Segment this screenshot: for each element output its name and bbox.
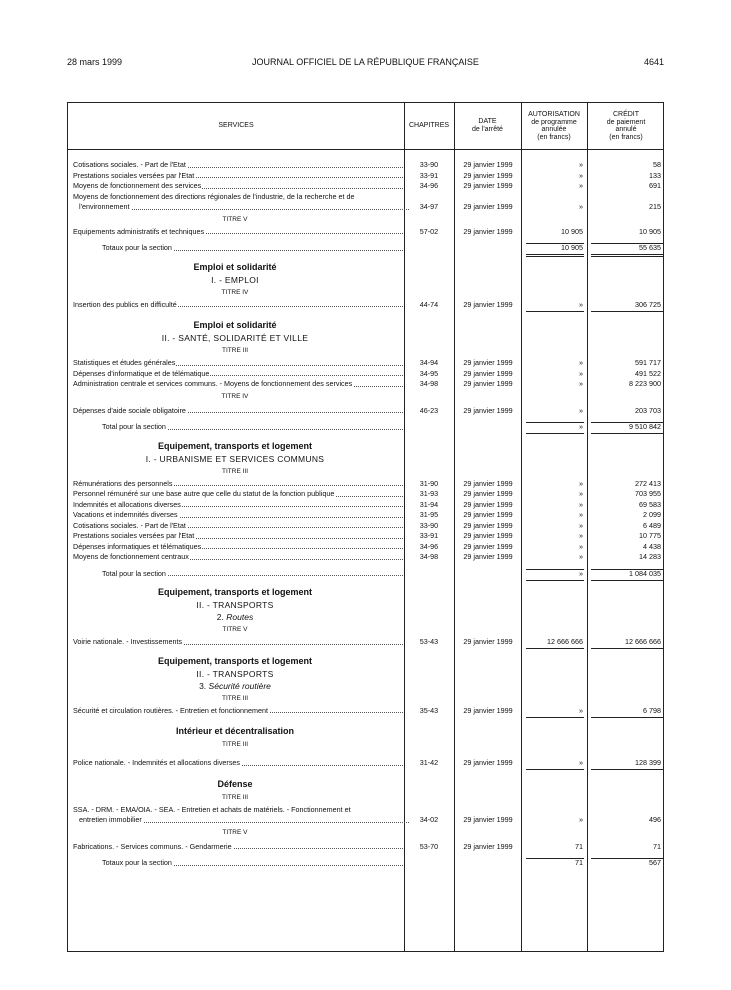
column-header-date: [454, 118, 521, 133]
total-rule: [591, 769, 663, 770]
total-rule: [591, 254, 663, 255]
row-autorisation: »: [579, 368, 583, 378]
row-date: 29 janvier 1999: [463, 705, 513, 715]
row-date: 29 janvier 1999: [463, 478, 513, 488]
row-chapter: 53-70: [419, 841, 439, 851]
table-row: [68, 815, 663, 826]
row-service: Indemnités et allocations diverses: [73, 499, 181, 509]
row-chapter: 34-96: [419, 541, 439, 551]
row-credit: 58: [653, 160, 661, 169]
row-service: Insertion des publics en difficulté: [73, 299, 177, 309]
row-credit: 14 283: [639, 552, 661, 561]
total-rule: [591, 580, 663, 581]
column-header-chapitres: CHAPITRES: [408, 122, 450, 129]
row-autorisation: »: [579, 510, 583, 519]
row-autorisation: 12 666 666: [547, 637, 583, 646]
row-date: 29 janvier 1999: [463, 170, 513, 180]
total-credit: 1 084 035: [629, 568, 661, 578]
section-subheading: II. - SANTÉ, SOLIDARITÉ ET VILLE: [161, 333, 309, 343]
row-autorisation: »: [579, 489, 583, 498]
row-autorisation: 10 905: [561, 226, 583, 236]
row-chapter: 34-98: [419, 552, 439, 561]
table-row: [68, 542, 663, 553]
row-autorisation: »: [579, 379, 583, 388]
table-body: [68, 160, 663, 869]
total-rule: [526, 243, 584, 244]
table-row: [68, 552, 663, 563]
row-date: 29 janvier 1999: [463, 160, 513, 169]
titre-heading: TITRE III: [222, 694, 248, 702]
column-header-autorisation-line3: annulée: [541, 126, 567, 133]
total-rule: [591, 717, 663, 718]
row-chapter: 57-02: [419, 226, 439, 236]
header-journal-title: JOURNAL OFFICIEL DE LA RÉPUBLIQUE FRANÇAISE: [252, 57, 479, 67]
column-header-credit: [587, 111, 665, 141]
total-label: Total pour la section: [102, 422, 166, 431]
row-credit: 10 775: [639, 531, 661, 540]
table-row: [68, 406, 663, 417]
section-subsubheading: [68, 611, 402, 623]
row-service: Cotisations sociales. - Part de l'Etat: [73, 520, 186, 530]
row-service: Prestations sociales versées par l'Etat: [73, 170, 195, 180]
total-autorisation: »: [579, 422, 583, 431]
row-date: 29 janvier 1999: [463, 815, 513, 824]
section-subheading: I. - URBANISME ET SERVICES COMMUNS: [145, 453, 325, 464]
row-autorisation: »: [579, 815, 583, 824]
row-chapter: 34-96: [419, 181, 439, 190]
total-row: [68, 422, 663, 433]
section-subheading: II. - TRANSPORTS: [196, 668, 274, 679]
row-chapter: 33-91: [419, 531, 439, 540]
row-credit: 496: [649, 815, 661, 824]
table-row: [68, 842, 663, 853]
subsubheading-number: 2.: [216, 612, 224, 622]
total-rule: [526, 256, 584, 257]
row-service: Sécurité et circulation routières. - Entretien et fonctionnement: [73, 705, 268, 715]
header-date: 28 mars 1999: [67, 57, 123, 67]
row-service: Administration centrale et services communs. - Moyens de fonctionnement des services: [73, 379, 353, 388]
row-service: entretien immobilier: [79, 815, 142, 824]
row-date: 29 janvier 1999: [463, 499, 513, 509]
total-rule: [591, 256, 663, 257]
total-rule: [591, 858, 663, 859]
row-autorisation: »: [579, 520, 583, 530]
row-autorisation: »: [579, 541, 583, 551]
row-autorisation: »: [579, 202, 583, 211]
row-service: Moyens de fonctionnement centraux: [73, 552, 189, 561]
row-date: 29 janvier 1999: [463, 489, 513, 498]
table-row: [68, 521, 663, 532]
table-row: [68, 510, 663, 521]
total-credit: 567: [649, 858, 661, 867]
table-row: [68, 379, 663, 390]
row-autorisation: »: [579, 758, 583, 767]
section-subheading: I. - EMPLOI: [211, 274, 259, 285]
table-row: [68, 637, 663, 648]
total-rule: [526, 433, 584, 434]
section-subsubheading: [68, 680, 402, 692]
titre-heading: TITRE V: [222, 215, 248, 223]
row-service: Moyens de fonctionnement des services: [73, 181, 202, 190]
section-heading: Emploi et solidarité: [193, 261, 277, 272]
section-heading: Intérieur et décentralisation: [175, 726, 295, 736]
row-autorisation: »: [579, 478, 583, 488]
header-page-number: 4641: [643, 57, 664, 67]
total-rule: [526, 311, 584, 312]
row-date: 29 janvier 1999: [463, 520, 513, 530]
total-rule: [526, 254, 584, 255]
total-rule: [591, 433, 663, 434]
row-chapter: 34-95: [419, 368, 439, 378]
row-autorisation: »: [579, 552, 583, 561]
total-rule: [526, 769, 584, 770]
row-service: Cotisations sociales. - Part de l'Etat: [73, 160, 186, 169]
row-chapter: 34-98: [419, 379, 439, 388]
titre-heading: TITRE IV: [221, 392, 249, 400]
column-header-autorisation-line1: AUTORISATION: [528, 111, 580, 118]
row-chapter: 31-90: [419, 478, 439, 488]
row-service: Personnel rémunéré sur une base autre que celle du statut de la fonction publique: [73, 489, 335, 498]
row-service: Police nationale. - Indemnités et allocations diverses: [73, 758, 241, 767]
row-chapter: 31-42: [419, 758, 439, 767]
row-credit: 203 703: [635, 405, 661, 415]
table-row: [68, 202, 663, 213]
row-date: 29 janvier 1999: [463, 541, 513, 551]
row-credit: 491 522: [635, 368, 661, 378]
titre-heading: TITRE V: [222, 626, 248, 633]
row-date: 29 janvier 1999: [463, 510, 513, 519]
total-rule: [591, 311, 663, 312]
table-row: [68, 531, 663, 542]
section-heading: Défense: [217, 778, 253, 789]
total-rule: [591, 422, 663, 423]
titre-heading: TITRE IV: [221, 288, 249, 296]
total-label: Total pour la section: [102, 568, 166, 578]
row-chapter: 31-93: [419, 489, 439, 498]
table-row: [68, 479, 663, 490]
row-credit: 272 413: [635, 478, 661, 488]
section-heading: Emploi et solidarité: [193, 320, 277, 330]
total-rule: [591, 648, 663, 649]
row-chapter: 33-91: [419, 170, 439, 180]
row-service: SSA. - DRM. - EMA/OIA. - SEA. - Entretien et achats de matériels. - Fonctionnement et: [73, 804, 351, 814]
row-date: 29 janvier 1999: [463, 758, 513, 767]
row-service: Dépenses d'informatique et de télématique: [73, 368, 210, 378]
total-credit: 55 635: [639, 243, 661, 252]
table-row: [68, 489, 663, 500]
row-chapter: 34-94: [419, 358, 439, 367]
section-heading: Equipement, transports et logement: [157, 440, 313, 451]
table-row: [68, 358, 663, 369]
total-credit: 9 510 842: [629, 422, 661, 431]
total-rule: [526, 569, 584, 570]
total-rule: [526, 717, 584, 718]
row-autorisation: »: [579, 405, 583, 415]
total-autorisation: »: [579, 568, 583, 578]
table-row: [68, 192, 663, 203]
total-autorisation: 71: [575, 858, 583, 867]
row-date: 29 janvier 1999: [463, 841, 513, 851]
section-subheading: II. - TRANSPORTS: [196, 600, 274, 610]
column-header-credit-line3: annulé: [615, 126, 637, 133]
titre-heading: TITRE III: [222, 347, 248, 354]
row-autorisation: »: [579, 181, 583, 190]
column-header-autorisation-line2: de programme: [531, 118, 577, 126]
row-credit: 215: [649, 202, 661, 211]
row-service: Rémunérations des personnels: [73, 478, 173, 488]
row-service: Equipements administratifs et techniques: [73, 226, 205, 236]
row-credit: 703 955: [635, 489, 661, 498]
column-header-credit-line1: CRÉDIT: [612, 111, 640, 118]
row-chapter: 34-97: [419, 202, 439, 211]
row-service: Fabrications. - Services communs. - Gendarmerie: [73, 841, 232, 851]
row-service: Dépenses informatiques et télématiques: [73, 541, 202, 551]
table-row: [68, 706, 663, 717]
row-credit: 4 438: [643, 541, 661, 551]
row-credit: 71: [653, 841, 661, 851]
row-credit: 306 725: [635, 299, 661, 309]
table-row: [68, 171, 663, 182]
titre-heading: TITRE III: [222, 467, 248, 475]
row-credit: 691: [649, 181, 661, 190]
row-chapter: 33-90: [419, 160, 439, 169]
row-date: 29 janvier 1999: [463, 379, 513, 388]
row-credit: 12 666 666: [625, 637, 661, 646]
header-divider: [68, 149, 663, 150]
row-autorisation: »: [579, 499, 583, 509]
total-rule: [526, 648, 584, 649]
row-chapter: 35-43: [419, 705, 439, 715]
row-credit: 128 399: [635, 758, 661, 767]
row-service: Vacations et indemnités diverses: [73, 510, 178, 519]
table-row: [68, 227, 663, 238]
column-header-credit-line4: (en francs): [609, 133, 643, 141]
total-rule: [591, 243, 663, 244]
table-row: [68, 758, 663, 769]
row-autorisation: »: [579, 358, 583, 367]
row-chapter: 53-43: [419, 637, 439, 646]
column-header-date-line1: DATE: [478, 118, 497, 125]
row-date: 29 janvier 1999: [463, 202, 513, 211]
row-credit: 6 489: [643, 520, 661, 530]
row-credit: 2 099: [643, 510, 661, 519]
row-date: 29 janvier 1999: [463, 226, 513, 236]
row-service: Voirie nationale. - Investissements: [73, 637, 183, 646]
total-rule: [526, 858, 584, 859]
column-header-credit-line2: de paiement: [606, 118, 646, 126]
annulment-table: [67, 102, 664, 952]
total-label: Totaux pour la section: [102, 858, 172, 867]
total-label: Totaux pour la section: [102, 243, 172, 252]
column-header-services: SERVICES: [218, 122, 254, 129]
row-date: 29 janvier 1999: [463, 405, 513, 415]
row-autorisation: »: [579, 160, 583, 169]
titre-heading: TITRE III: [222, 793, 248, 801]
total-rule: [526, 580, 584, 581]
row-chapter: 44-74: [419, 299, 439, 309]
titre-heading: TITRE III: [222, 741, 248, 748]
total-row: [68, 243, 663, 254]
column-header-autorisation: [521, 111, 587, 141]
row-service: Moyens de fonctionnement des directions régionales de l'industrie, de la recherche et de: [73, 191, 355, 201]
table-row: [68, 160, 663, 171]
row-autorisation: »: [579, 170, 583, 180]
row-autorisation: »: [579, 531, 583, 540]
total-row: [68, 569, 663, 580]
row-chapter: 46-23: [419, 405, 439, 415]
row-chapter: 31-95: [419, 510, 439, 519]
row-chapter: 33-90: [419, 520, 439, 530]
total-autorisation: 10 905: [561, 243, 583, 252]
row-autorisation: »: [579, 705, 583, 715]
subsubheading-number: 3.: [199, 680, 207, 691]
row-date: 29 janvier 1999: [463, 637, 513, 646]
row-credit: 133: [649, 170, 661, 180]
row-credit: 10 905: [639, 226, 661, 236]
row-credit: 69 583: [639, 499, 661, 509]
row-autorisation: »: [579, 299, 583, 309]
titre-heading: TITRE V: [222, 828, 248, 836]
row-service: l'environnement: [79, 202, 130, 211]
total-row: [68, 858, 663, 869]
column-header-date-line2: de l'arrêté: [472, 125, 503, 133]
row-date: 29 janvier 1999: [463, 181, 513, 190]
row-date: 29 janvier 1999: [463, 552, 513, 561]
row-service: Prestations sociales versées par l'Etat: [73, 531, 195, 540]
subsubheading-title: Sécurité routière: [208, 680, 271, 691]
table-row: [68, 369, 663, 380]
row-credit: 591 717: [635, 358, 661, 367]
row-service: Statistiques et études générales: [73, 358, 176, 367]
total-rule: [526, 422, 584, 423]
row-credit: 6 798: [643, 705, 661, 715]
table-row: [68, 181, 663, 192]
row-chapter: 31-94: [419, 499, 439, 509]
row-chapter: 34-02: [419, 815, 439, 824]
table-row: [68, 500, 663, 511]
column-header-autorisation-line4: (en francs): [537, 133, 571, 141]
row-credit: 8 223 900: [629, 379, 661, 388]
row-date: 29 janvier 1999: [463, 368, 513, 378]
total-rule: [591, 569, 663, 570]
row-date: 29 janvier 1999: [463, 358, 513, 367]
row-autorisation: 71: [575, 841, 583, 851]
section-heading: Equipement, transports et logement: [157, 587, 313, 597]
row-service: Dépenses d'aide sociale obligatoire: [73, 405, 186, 415]
subsubheading-title: Routes: [226, 612, 254, 622]
row-date: 29 janvier 1999: [463, 531, 513, 540]
table-row: [68, 805, 663, 816]
row-date: 29 janvier 1999: [463, 299, 513, 309]
section-heading: Equipement, transports et logement: [157, 655, 313, 666]
table-row: [68, 300, 663, 311]
